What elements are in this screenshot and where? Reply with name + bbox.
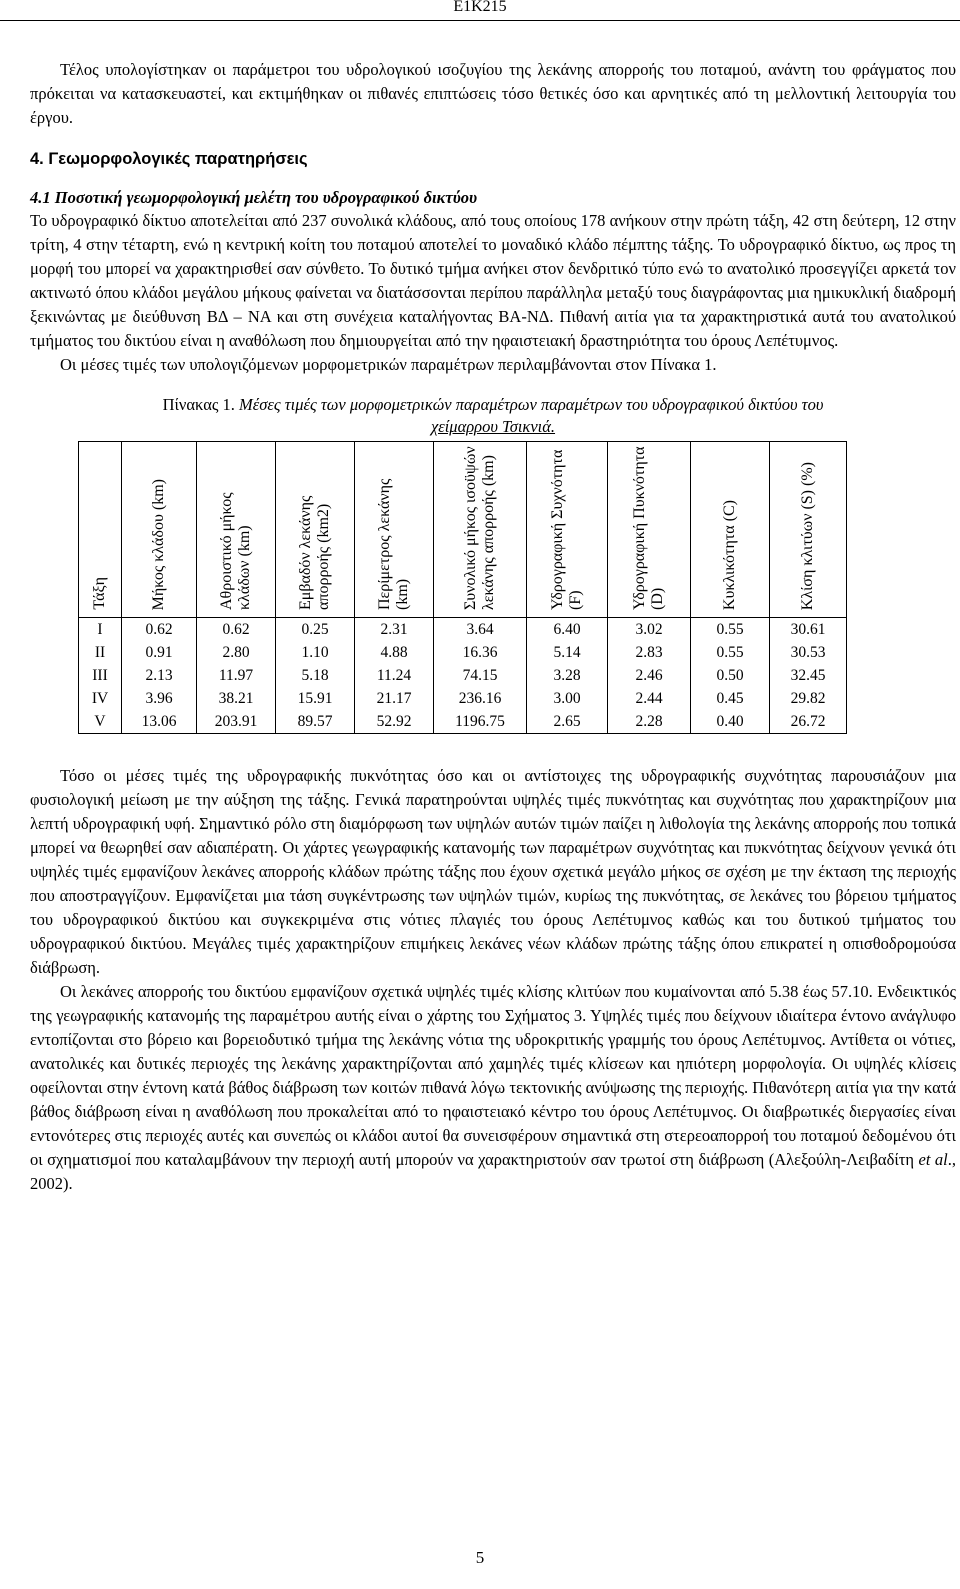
header-cell: Αθροιστικό μήκος κλάδων (km) <box>197 442 276 618</box>
table-caption-text-2: χείμαρρου Τσικνιά. <box>430 417 556 436</box>
value-cell: 38.21 <box>197 687 276 710</box>
et-al-text: et al <box>918 1150 948 1169</box>
value-cell: 32.45 <box>770 664 847 687</box>
order-cell: III <box>79 664 122 687</box>
header-cell: Υδρογραφική Συχνότητα (F) <box>527 442 608 618</box>
value-cell: 0.91 <box>122 641 197 664</box>
value-cell: 5.14 <box>527 641 608 664</box>
table-row <box>79 687 847 710</box>
morphometric-table <box>78 441 847 734</box>
table-body <box>79 618 847 734</box>
page-number: 5 <box>475 1548 485 1567</box>
value-cell: 30.53 <box>770 641 847 664</box>
value-cell: 5.18 <box>276 664 355 687</box>
value-cell: 16.36 <box>434 641 527 664</box>
table-reference-paragraph: Οι μέσες τιμές των υπολογιζόμενων μορφομετρικών παραμέτρων περιλαμβάνονται στον Πίνακα 1. <box>60 355 717 374</box>
document-code: Ε1Κ215 <box>453 0 507 15</box>
subsection-title: 4.1 Ποσοτική γεωμορφολογική μελέτη του υδρογραφικού δικτύου <box>30 188 478 207</box>
value-cell: 1.10 <box>276 641 355 664</box>
value-cell: 21.17 <box>355 687 434 710</box>
header-cell: Κυκλικότητα (C) <box>691 442 770 618</box>
value-cell: 2.65 <box>527 710 608 734</box>
value-cell: 2.13 <box>122 664 197 687</box>
value-cell: 0.25 <box>276 618 355 642</box>
value-cell: 29.82 <box>770 687 847 710</box>
value-cell: 74.15 <box>434 664 527 687</box>
table-row <box>79 710 847 734</box>
header-cell: Συνολικό μήκος ισοϋψών λεκάνης απορροής (km) <box>434 442 527 618</box>
value-cell: 0.55 <box>691 618 770 642</box>
value-cell: 2.31 <box>355 618 434 642</box>
value-cell: 6.40 <box>527 618 608 642</box>
table-row <box>79 618 847 642</box>
section-title: 4. Γεωμορφολογικές παρατηρήσεις <box>30 150 308 168</box>
page-content <box>30 58 956 1196</box>
value-cell: 89.57 <box>276 710 355 734</box>
value-cell: 0.55 <box>691 641 770 664</box>
value-cell: 3.28 <box>527 664 608 687</box>
value-cell: 30.61 <box>770 618 847 642</box>
value-cell: 0.62 <box>122 618 197 642</box>
order-cell: IV <box>79 687 122 710</box>
value-cell: 11.97 <box>197 664 276 687</box>
order-cell: II <box>79 641 122 664</box>
value-cell: 0.45 <box>691 687 770 710</box>
table-caption-text: Μέσες τιμές των μορφομετρικών παραμέτρων παραμέτρων του υδρογραφικού δικτύου του <box>239 395 824 414</box>
order-cell: I <box>79 618 122 642</box>
value-cell: 3.00 <box>527 687 608 710</box>
discussion-paragraph-1: Τόσο οι μέσες τιμές της υδρογραφικής πυκνότητας όσο και οι αντίστοιχες της υδρογραφικής συχνότητας παρουσιάζουν μια φυσιολογική μείωση με την αύξηση της τάξης. Γενικά παρατηρούνται υψηλές τιμές πυκνότητας και συχνότητας που χαρακτηρίζουν μια λεπτή υδρογραφική υφή. Σημαντικό ρόλο στη διαμόρφωση των υψηλών αυτών τιμών παίζει η λιθολογία της λεκάνης απορροής που τοπικά μπορεί να θεωρηθεί σαν αδιαπέρατη. Οι χάρτες γεωγραφικής κατανομής των παραμέτρων συχνότητας και πυκνότητας δείχνουν γενικά ότι υψηλές τιμές εμφανίζουν λεκάνες απορροής κλάδων πρώτης τάξης που έχουν σχετικά μεγάλο μήκος σε σχέση με την έκταση της περιοχής που αποστραγγίζουν. Εμφανίζεται μια τάση συγκέντρωσης των υψηλών τιμών, κυρίως της πυκνότητας, σε λεκάνες του βόρειου τμήματος του υδρογραφικού δικτύου και συγκεκριμένα στις νότιες πλαγιές του όρους Λεπέτυμνος καθώς και του δυτικού τμήματος του υδρογραφικού δικτύου. Μεγάλες τιμές χαρακτηρίζουν επιμήκεις λεκάνες νέων κλάδων πρώτης τάξης όπου επικρατεί η οπισθοδρομούσα διάβρωση. <box>30 766 956 977</box>
header-cell: Μήκος κλάδου (km) <box>122 442 197 618</box>
network-paragraph: Το υδρογραφικό δίκτυο αποτελείται από 237 συνολικά κλάδους, από τους οποίους 178 ανήκουν στην πρώτη τάξη, 42 στη δεύτερη, 12 στην τρίτη, 4 στην τέταρτη, ενώ η κεντρική κοίτη του ποταμού αποτελεί το μοναδικό κλάδο πέμπτης τάξης. Το υδρογραφικό δίκτυο, ως προς τη μορφή του μπορεί να χαρακτηρισθεί σαν σύνθετο. Το δυτικό τμήμα ανήκει στον δενδριτικό τύπο ενώ το ανατολικό προσεγγίζει αρκετά τον ακτινωτό όπου κλάδοι μεγάλου μήκους φαίνεται να διατάσσονται περίπου παράλληλα μεταξύ τους διαγράφοντας μια ημικυκλική διαδρομή ξεκινώντας με διεύθυνση ΒΔ – ΝΑ και στη συνέχεια καταλήγοντας ΒΑ-ΝΔ. Πιθανή αιτία για τα χαρακτηριστικά αυτά του ανατολικού τμήματος του δικτύου είναι η αναθόλωση που δημιουργείται από την ηφαιστειακή δραστηριότητα του όρους Λεπέτυμνος. <box>30 211 956 350</box>
value-cell: 236.16 <box>434 687 527 710</box>
header-cell: Περίμετρος λεκάνης (km) <box>355 442 434 618</box>
value-cell: 2.83 <box>608 641 691 664</box>
value-cell: 3.64 <box>434 618 527 642</box>
table-caption <box>30 394 956 438</box>
table-header-row <box>79 442 847 618</box>
table-caption-label: Πίνακας 1. <box>162 395 235 414</box>
value-cell: 13.06 <box>122 710 197 734</box>
value-cell: 4.88 <box>355 641 434 664</box>
header-cell: Υδρογραφική Πυκνότητα (D) <box>608 442 691 618</box>
value-cell: 0.62 <box>197 618 276 642</box>
value-cell: 2.28 <box>608 710 691 734</box>
value-cell: 2.46 <box>608 664 691 687</box>
value-cell: 0.50 <box>691 664 770 687</box>
value-cell: 203.91 <box>197 710 276 734</box>
value-cell: 2.44 <box>608 687 691 710</box>
value-cell: 26.72 <box>770 710 847 734</box>
value-cell: 11.24 <box>355 664 434 687</box>
header-cell: Εμβαδόν λεκάνης απορροής (km2) <box>276 442 355 618</box>
page-header <box>0 0 960 21</box>
value-cell: 15.91 <box>276 687 355 710</box>
discussion-paragraph-2: Οι λεκάνες απορροής του δικτύου εμφανίζουν σχετικά υψηλές τιμές κλίσης κλιτύων που κυμαίνονται από 5.38 έως 57.10. Ενδεικτικός της γεωγραφικής κατανομής της παραμέτρου αυτής είναι ο χάρτης του Σχήματος 3. Υψηλές τιμές που δείχνουν ιδιαίτερα έντονο ανάγλυφο εντοπίζονται στο βόρειο και βορειοδυτικό τμήμα της λεκάνης νότια της υδροκριτικής γραμμής του όρους Λεπέτυμνος. Αντίθετα οι νότιες, ανατολικές και δυτικές περιοχές της λεκάνης χαρακτηρίζονται από χαμηλές τιμές κλίσεων και ηπιότερη μορφολογία. Οι υψηλές κλίσεις οφείλονται στην έντονη κατά βάθος διάβρωση των κοιτών πιθανά λόγω τεκτονικής ανύψωσης της περιοχής. Πιθανότερη αιτία για την κατά βάθος διάβρωση είναι η αναθόλωση που προκαλείται από το ηφαιστειακό κέντρο του όρους Λεπέτυμνος. Οι διαβρωτικές διεργασίες είναι εντονότερες στις περιοχές αυτές και συνεπώς οι κλάδοι αυτοί θα συνεισφέρουν σημαντικά στη στερεοαπορροή του ποταμού δεδομένου ότι οι σχηματισμοί που καταλαμβάνουν την περιοχή αυτή μπορούν να χαρακτηριστούν σαν τρωτοί στη διάβρωση (Αλεξούλη-Λειβαδίτη et al., 2002). <box>30 982 957 1193</box>
order-cell: V <box>79 710 122 734</box>
value-cell: 3.96 <box>122 687 197 710</box>
value-cell: 2.80 <box>197 641 276 664</box>
intro-paragraph: Τέλος υπολογίστηκαν οι παράμετροι του υδρολογικού ισοζυγίου της λεκάνης απορροής του ποταμού, ανάντη του φράγματος που πρόκειται να κατασκευαστεί, και εκτιμήθηκαν οι πιθανές επιπτώσεις τόσο θετικές όσο και αρνητικές από τη μελλοντική λειτουργία του έργου. <box>30 60 956 127</box>
value-cell: 0.40 <box>691 710 770 734</box>
header-cell: Τάξη <box>79 442 122 618</box>
table-row <box>79 641 847 664</box>
value-cell: 3.02 <box>608 618 691 642</box>
value-cell: 52.92 <box>355 710 434 734</box>
table-row <box>79 664 847 687</box>
value-cell: 1196.75 <box>434 710 527 734</box>
header-cell: Κλίση κλιτύων (S) (%) <box>770 442 847 618</box>
